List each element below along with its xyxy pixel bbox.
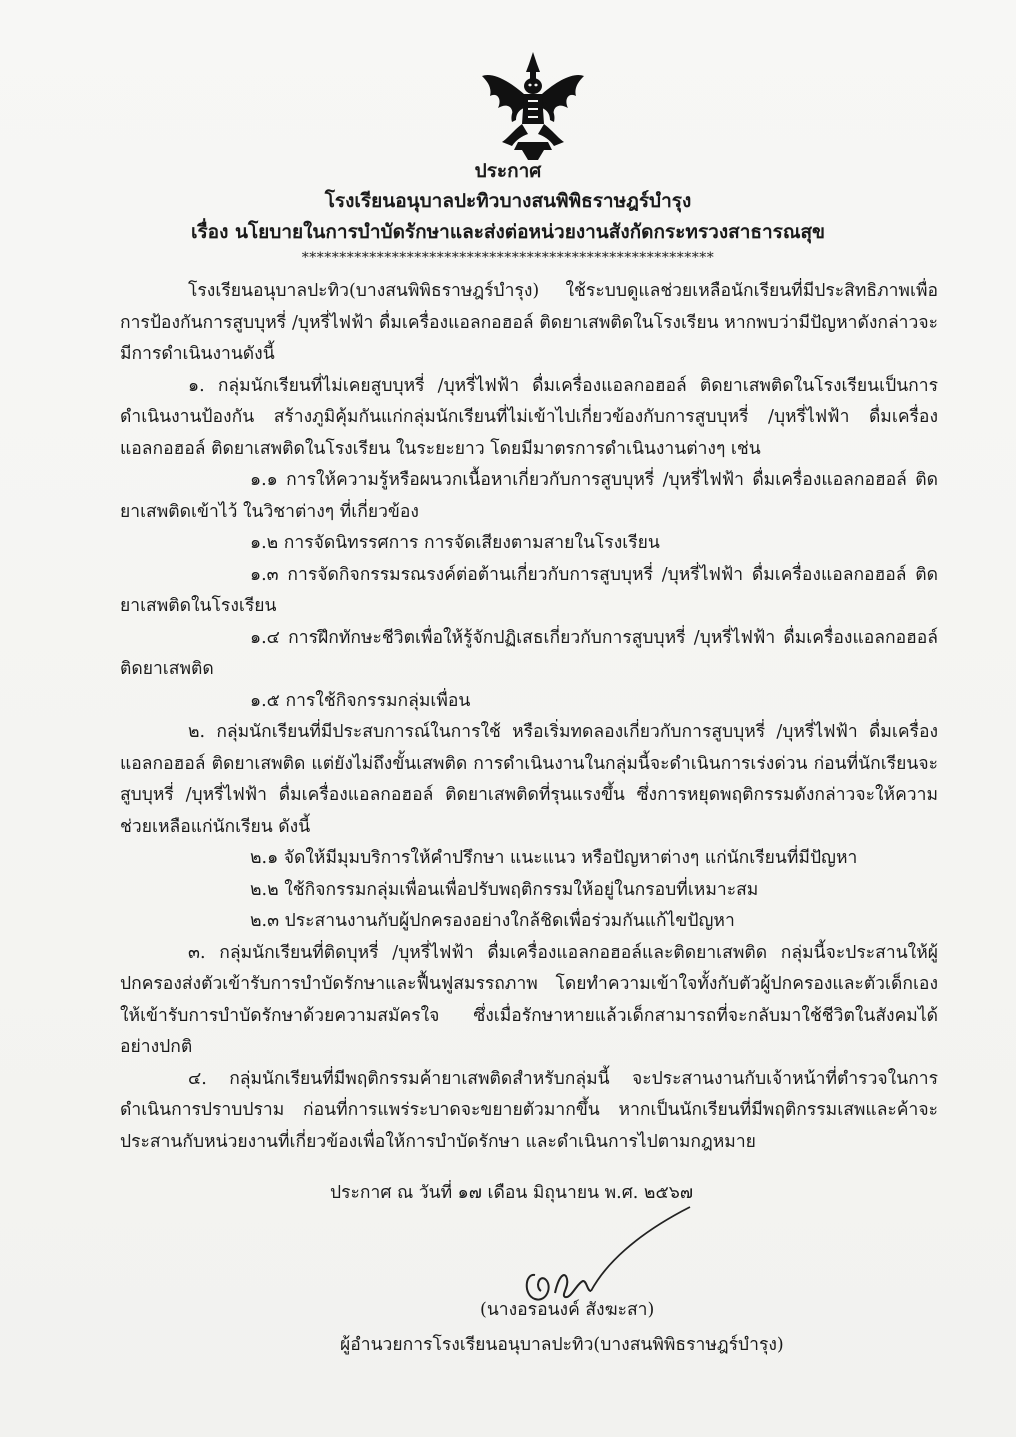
school-name: โรงเรียนอนุบาลปะทิวบางสนพิพิธราษฎร์บำรุง bbox=[324, 190, 692, 212]
intro-paragraph: โรงเรียนอนุบาลปะทิว(บางสนพิพิธราษฎร์บำรุง) ใช้ระบบดูแลช่วยเหลือนักเรียนที่มีประสิทธิภาพเพื่อการป้องกันการสูบบุหรี่ /บุหรี่ไฟฟ้า ดื่มเครื่องแอลกอฮอล์ ติดยาเสพติดในโรงเรียน หากพบว่ามีปัญหาดังกล่าวจะมีการดำเนินงานดังนี้ bbox=[120, 281, 938, 364]
document-title: ประกาศ bbox=[474, 160, 542, 182]
item-3: ๓. กลุ่มนักเรียนที่ติดบุหรี่ /บุหรี่ไฟฟ้า ดื่มเครื่องแอลกอฮอล์และติดยาเสพติด กลุ่มนี้จะประสานให้ผู้ปกครองส่งตัวเข้ารับการบำบัดรักษาและฟื้นฟูสมรรถภาพ โดยทำความเข้าใจทั้งกับตัวผู้ปกครองและตัวเด็กเองให้เข้ารับการบำบัดรักษาด้วยความสมัครใจ ซึ่งเมื่อรักษาหายแล้วเด็กสามารถที่จะกลับมาใช้ชีวิตในสังคมได้อย่างปกติ bbox=[120, 942, 938, 1057]
item-2-2: ๒.๒ ใช้กิจกรรมกลุ่มเพื่อนเพื่อปรับพฤติกรรมให้อยู่ในกรอบที่เหมาะสม bbox=[250, 879, 759, 900]
item-2-1: ๒.๑ จัดให้มีมุมบริการให้คำปรึกษา แนะแนว หรือปัญหาต่างๆ แก่นักเรียนที่มีปัญหา bbox=[250, 848, 858, 868]
signer-name: (นางอรอนงค์ สังฆะสา) bbox=[480, 1300, 655, 1320]
item-1-3: ๑.๓ การจัดกิจกรรมรณรงค์ต่อต้านเกี่ยวกับการสูบบุหรี่ /บุหรี่ไฟฟ้า ดื่มเครื่องแอลกอฮอล์ ติดยาเสพติดในโรงเรียน bbox=[120, 564, 938, 616]
item-1-2: ๑.๒ การจัดนิทรรศการ การจัดเสียงตามสายในโรงเรียน bbox=[250, 533, 660, 553]
announcement-date: ประกาศ ณ วันที่ ๑๗ เดือน มิถุนายน พ.ศ. ๒๕๖๗ bbox=[330, 1183, 693, 1203]
item-1-5: ๑.๕ การใช้กิจกรรมกลุ่มเพื่อน bbox=[250, 690, 471, 711]
item-1-4: ๑.๔ การฝึกทักษะชีวิตเพื่อให้รู้จักปฏิเสธเกี่ยวกับการสูบบุหรี่ /บุหรี่ไฟฟ้า ดื่มเครื่องแอลกอฮอล์ ติดยาเสพติด bbox=[120, 627, 938, 679]
separator-line: ******************************************************* bbox=[301, 250, 715, 266]
item-4: ๔. กลุ่มนักเรียนที่มีพฤติกรรมค้ายาเสพติดสำหรับกลุ่มนี้ จะประสานงานกับเจ้าหน้าที่ตำรวจในการดำเนินการปราบปราม ก่อนที่การแพร่ระบาดจะขยายตัวมากขึ้น หากเป็นนักเรียนที่มีพฤติกรรมเสพและค้าจะประสานกับหน่วยงานที่เกี่ยวข้องเพื่อให้การบำบัดรักษา และดำเนินการไปตามกฎหมาย bbox=[120, 1068, 938, 1152]
signer-position: ผู้อำนวยการโรงเรียนอนุบาลปะทิว(บางสนพิพิธราษฎร์บำรุง) bbox=[340, 1335, 784, 1355]
item-1-1: ๑.๑ การให้ความรู้หรือผนวกเนื้อหาเกี่ยวกับการสูบบุหรี่ /บุหรี่ไฟฟ้า ดื่มเครื่องแอลกอฮอล์ ติดยาเสพติดเข้าไว้ ในวิชาต่างๆ ที่เกี่ยวข้อง bbox=[120, 470, 938, 522]
document-subject: เรื่อง นโยบายในการบำบัดรักษาและส่งต่อหน่วยงานสังกัดกระทรวงสาธารณสุข bbox=[190, 221, 826, 243]
signature-icon bbox=[505, 1195, 705, 1310]
item-2: ๒. กลุ่มนักเรียนที่มีประสบการณ์ในการใช้ หรือเริ่มทดลองเกี่ยวกับการสูบบุหรี่ /บุหรี่ไฟฟ้า ดื่มเครื่องแอลกอฮอล์ ติดยาเสพติด แต่ยังไม่ถึงขั้นเสพติด การดำเนินงานในกลุ่มนี้จะดำเนินการเร่งด่วน ก่อนที่นักเรียนจะสูบบุหรี่ /บุหรี่ไฟฟ้า ดื่มเครื่องแอลกอฮอล์ ติดยาเสพติดที่รุนแรงขึ้น ซึ่งการหยุดพฤติกรรมดังกล่าวจะให้ความช่วยเหลือแก่นักเรียน ดังนี้ bbox=[120, 722, 938, 837]
document-body bbox=[120, 276, 938, 1158]
garuda-emblem-icon bbox=[478, 50, 588, 162]
item-2-3: ๒.๓ ประสานงานกับผู้ปกครองอย่างใกล้ชิดเพื่อร่วมกันแก้ไขปัญหา bbox=[250, 911, 735, 931]
item-1: ๑. กลุ่มนักเรียนที่ไม่เคยสูบบุหรี่ /บุหรี่ไฟฟ้า ดื่มเครื่องแอลกอฮอล์ ติดยาเสพติดในโรงเรียนเป็นการดำเนินงานป้องกัน สร้างภูมิคุ้มกันแก่กลุ่มนักเรียนที่ไม่เข้าไปเกี่ยวข้องกับการสูบบุหรี่ /บุหรี่ไฟฟ้า ดื่มเครื่องแอลกอฮอล์ ติดยาเสพติดในโรงเรียน ในระยะยาว โดยมีมาตรการดำเนินงานต่างๆ เช่น bbox=[120, 375, 938, 459]
